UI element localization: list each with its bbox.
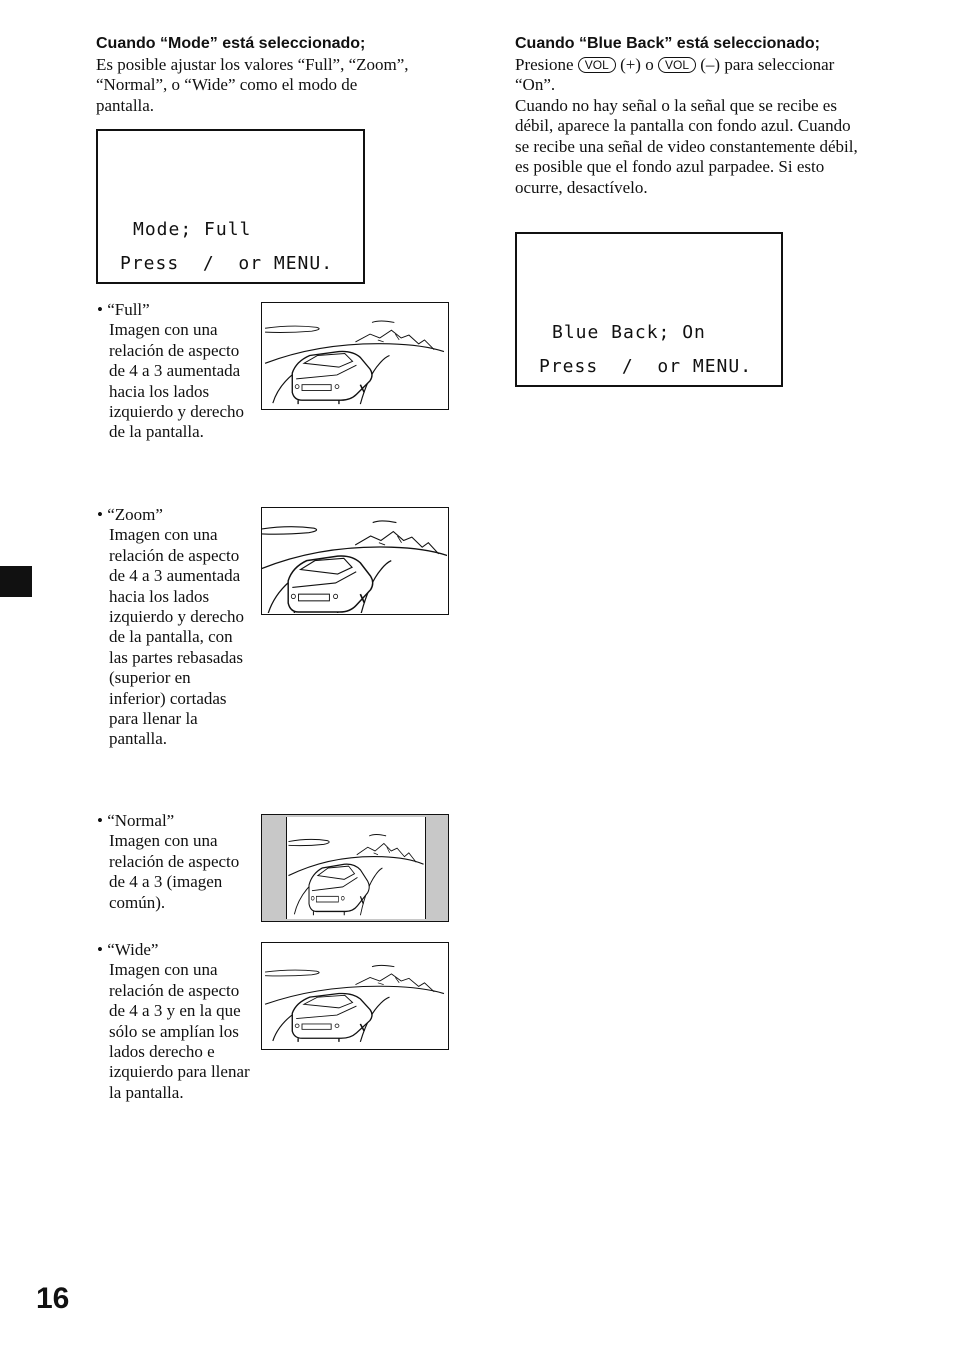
mode-heading: Cuando “Mode” está seleccionado; <box>96 35 366 52</box>
plus-text: (+) o <box>620 54 654 74</box>
mode-body: Es posible ajustar los valores “Full”, “Zoom”, “Normal”, o “Wide” como el modo de pantalla. <box>96 54 409 115</box>
blue-back-lcd-display <box>515 232 783 387</box>
option-full-description: Imagen con una relación de aspecto de 4 a 3 aumentada hacia los lados izquierdo y derecho de la pantalla. <box>109 320 244 442</box>
vol-minus-button-icon: VOL <box>658 57 696 73</box>
option-full-title: • “Full” <box>97 300 150 319</box>
blue-back-heading: Cuando “Blue Back” está seleccionado; <box>515 35 820 52</box>
normal-mode-illustration <box>261 814 449 922</box>
mode-lcd-display <box>96 129 365 284</box>
zoom-mode-illustration <box>261 507 449 615</box>
mode-lcd-line2: Press / or MENU. <box>120 253 334 274</box>
vol-plus-button-icon: VOL <box>578 57 616 73</box>
normal-mode-inner-picture <box>286 817 426 919</box>
full-mode-illustration <box>261 302 449 410</box>
blue-back-lcd-line1: Blue Back; On <box>552 322 706 343</box>
blue-back-lcd-line2: Press / or MENU. <box>539 356 753 377</box>
mode-lcd-line1: Mode; Full <box>133 219 252 240</box>
option-normal-description: Imagen con una relación de aspecto de 4 a 3 (imagen común). <box>109 831 240 912</box>
blue-back-intro <box>515 34 865 198</box>
option-wide-description: Imagen con una relación de aspecto de 4 a 3 y en la que sólo se amplían los lados derecho e izquierdo para llenar la pantalla. <box>109 960 250 1102</box>
blue-back-body: Cuando no hay señal o la señal que se recibe es débil, aparece la pantalla con fondo azul. Cuando se recibe una señal de video constantemente débil, es posible que el fondo azul parpadee. Si esto ocurre, desactívelo. <box>515 95 858 197</box>
page-number: 16 <box>36 1282 70 1315</box>
option-normal-title: • “Normal” <box>97 811 175 830</box>
blue-back-instruction <box>515 55 865 96</box>
section-tab-marker <box>0 566 32 597</box>
minus-text: (–) para seleccionar “On”. <box>515 54 835 94</box>
option-zoom-title: • “Zoom” <box>97 505 163 524</box>
option-zoom-description: Imagen con una relación de aspecto de 4 a 3 aumentada hacia los lados izquierdo y derecho de la pantalla, con las partes rebasadas (superior en inferior) cortadas para llenar la pantalla. <box>109 525 244 749</box>
option-wide-title: • “Wide” <box>97 940 159 959</box>
wide-mode-illustration <box>261 942 449 1050</box>
mode-intro <box>96 34 416 116</box>
press-word: Presione <box>515 54 574 74</box>
